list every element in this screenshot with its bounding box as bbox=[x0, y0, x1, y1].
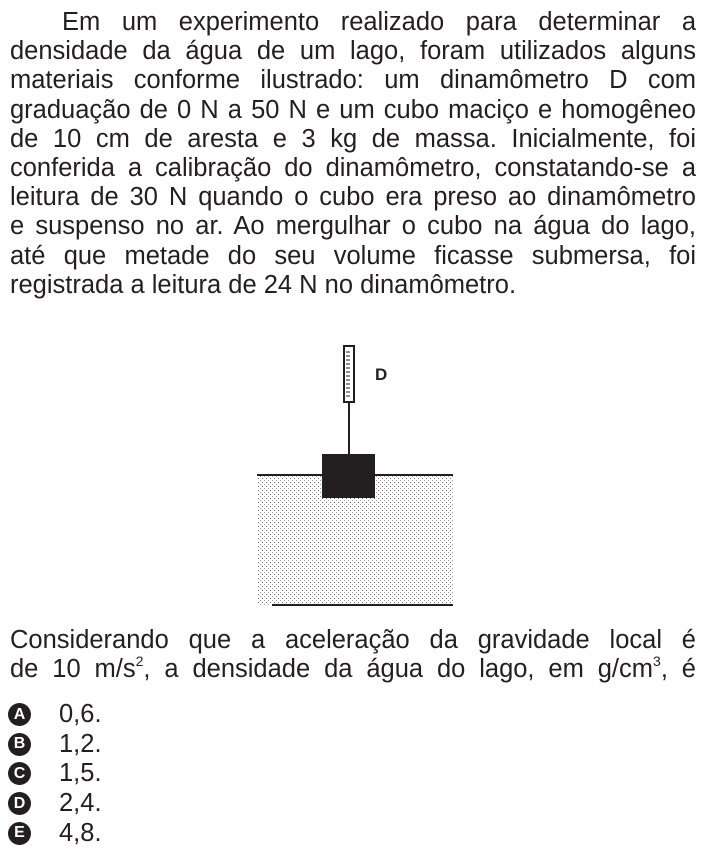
statement-line: e suspenso no ar. Ao mergulhar o cubo na água do lago, bbox=[10, 212, 696, 241]
option-text: 4,8. bbox=[59, 818, 102, 847]
option-letter-badge: D bbox=[8, 792, 31, 815]
option-b[interactable] bbox=[8, 730, 102, 760]
option-d[interactable] bbox=[8, 789, 102, 819]
question-fragment: , a densidade da água do lago, em g/cm bbox=[143, 655, 654, 684]
option-a[interactable] bbox=[8, 700, 102, 730]
option-e[interactable] bbox=[8, 818, 102, 848]
statement-line: registrada a leitura de 24 N no dinamômetro. bbox=[10, 270, 517, 299]
statement-line: de 10 cm de aresta e 3 kg de massa. Inicialmente, foi bbox=[10, 124, 696, 153]
option-letter-badge: B bbox=[8, 733, 31, 756]
option-text: 0,6. bbox=[59, 700, 102, 729]
option-letter-badge: C bbox=[8, 762, 31, 785]
statement-line: até que metade do seu volume ficasse submersa, foi bbox=[10, 241, 696, 270]
option-text: 1,2. bbox=[59, 729, 102, 758]
superscript: 3 bbox=[653, 652, 661, 669]
cube bbox=[322, 454, 375, 498]
question-fragment: , é bbox=[660, 655, 696, 684]
option-text: 1,5. bbox=[59, 759, 102, 788]
statement-line: densidade da água de um lago, foram utilizados alguns bbox=[10, 37, 696, 66]
dynamometer-label: D bbox=[375, 365, 388, 384]
answer-options bbox=[8, 700, 102, 848]
statement-line: Em um experimento realizado para determinar a bbox=[62, 8, 696, 36]
statement-line: leitura de 30 N quando o cubo era preso ao dinamômetro bbox=[10, 183, 696, 212]
option-letter-badge: E bbox=[8, 822, 31, 845]
option-text: 2,4. bbox=[59, 789, 102, 818]
experiment-figure bbox=[250, 342, 460, 612]
option-letter-badge: A bbox=[8, 703, 31, 726]
superscript: 2 bbox=[135, 652, 144, 669]
option-c[interactable] bbox=[8, 759, 102, 789]
problem-statement bbox=[10, 8, 696, 300]
question-text bbox=[10, 626, 696, 684]
question-line: Considerando que a aceleração da gravidade local é bbox=[10, 626, 696, 654]
dynamometer bbox=[344, 346, 354, 402]
question-line bbox=[10, 652, 696, 684]
statement-line: graduação de 0 N a 50 N e um cubo maciço e homogêneo bbox=[10, 95, 696, 124]
question-fragment: de 10 m/s bbox=[10, 655, 136, 684]
statement-line: conferida a calibração do dinamômetro, constatando-se a bbox=[10, 153, 696, 182]
statement-line: materiais conforme ilustrado: um dinamômetro D com bbox=[10, 66, 696, 95]
